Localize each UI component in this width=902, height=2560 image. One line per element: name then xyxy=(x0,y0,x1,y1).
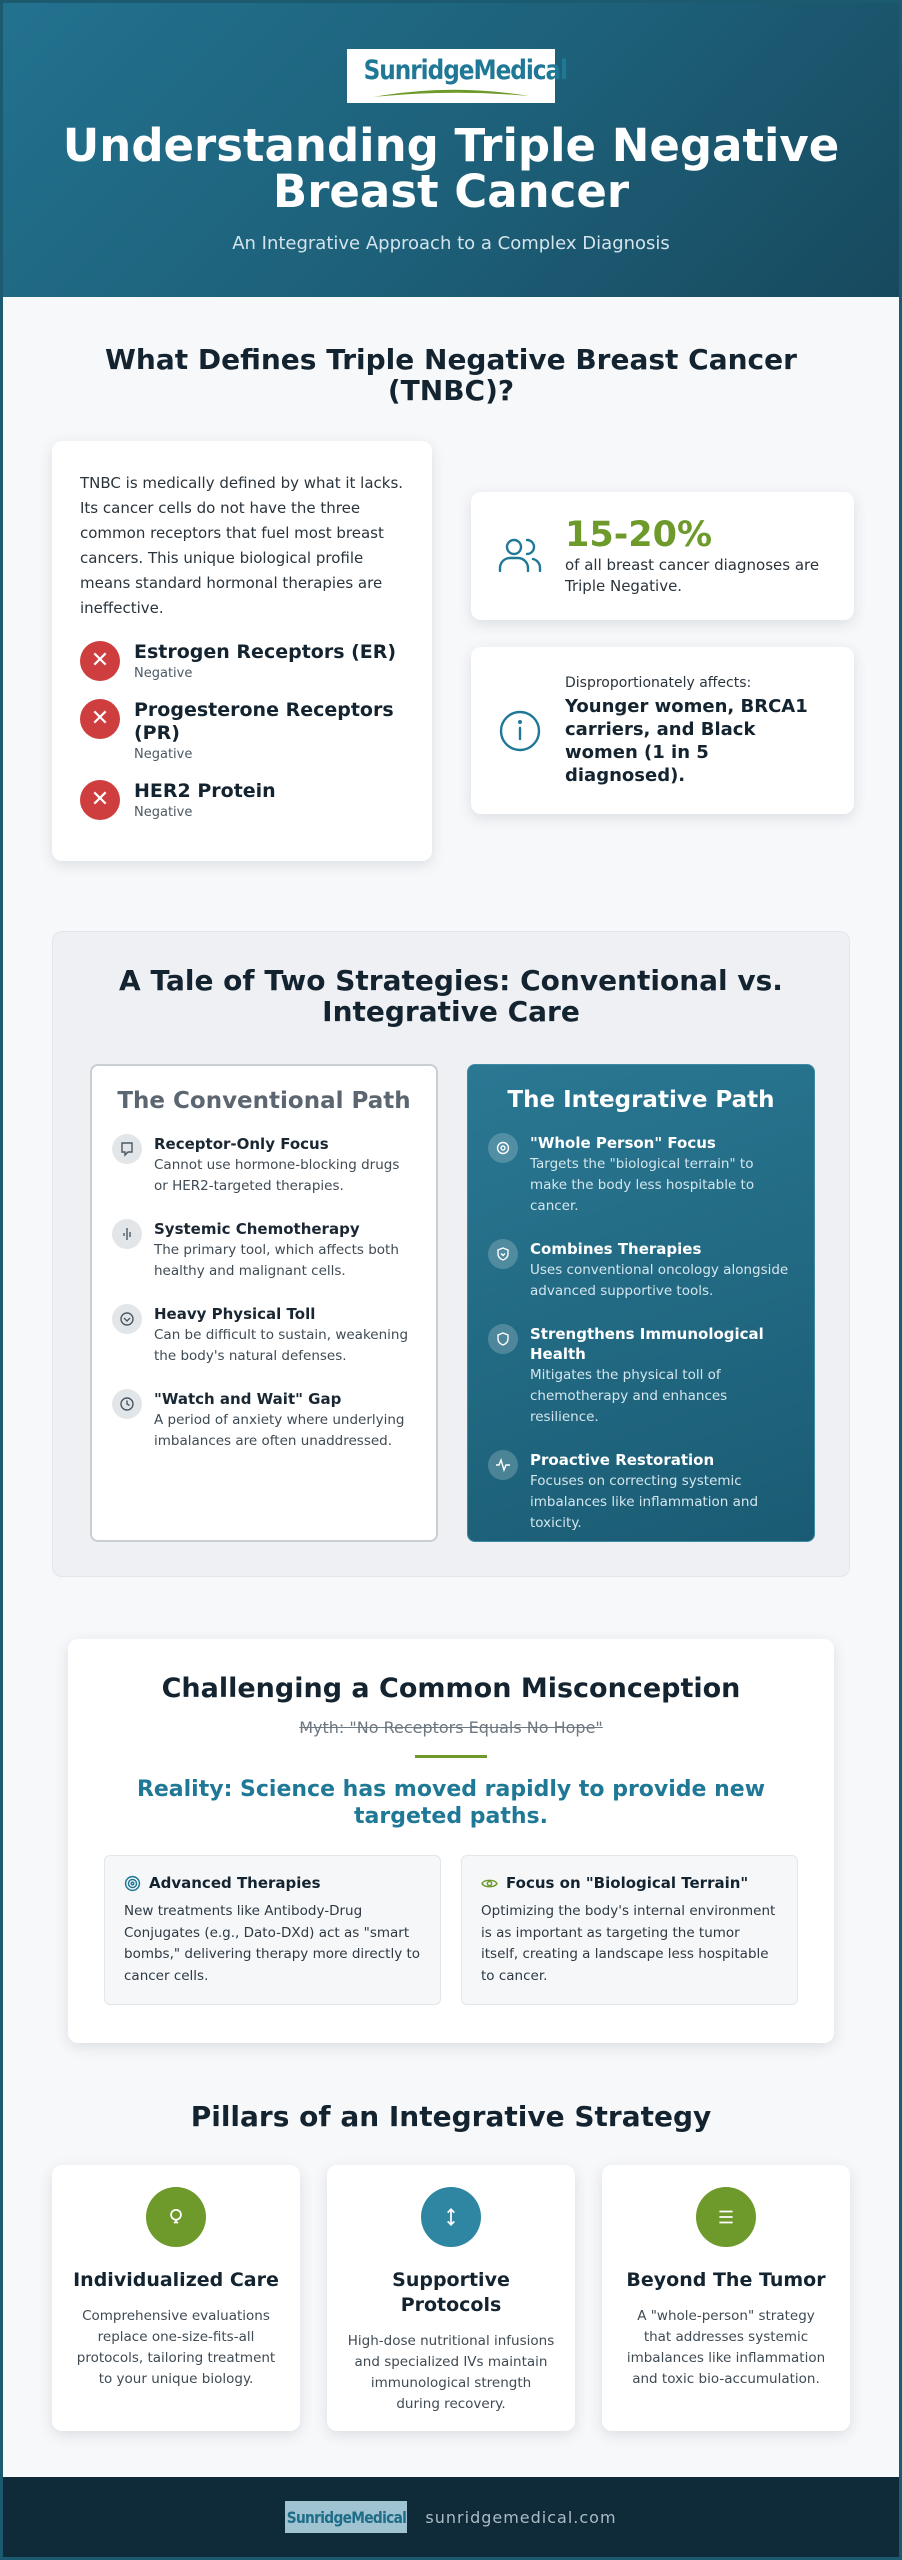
path-item-head: Heavy Physical Toll xyxy=(154,1305,316,1323)
definition-card xyxy=(52,441,432,861)
receptor-item xyxy=(80,699,404,762)
pillar-title: Individualized Care xyxy=(73,2269,279,2291)
message-icon xyxy=(112,1134,142,1164)
misconception-title: Challenging a Common Misconception xyxy=(161,1673,741,1704)
strategies-section xyxy=(52,931,850,1577)
path-item-body: Targets the "biological terrain" to make the body less hospitable to cancer. xyxy=(530,1156,755,1214)
pillar-card xyxy=(52,2165,300,2431)
path-item-head: Systemic Chemotherapy xyxy=(154,1220,360,1238)
path-item-body: Mitigates the physical toll of chemotherapy and enhances resilience. xyxy=(530,1367,728,1425)
path-item xyxy=(488,1450,794,1534)
receptor-name: HER2 Protein xyxy=(134,780,276,802)
syringe-icon xyxy=(112,1219,142,1249)
x-icon: ✕ xyxy=(80,641,120,681)
box-head-label: Focus on "Biological Terrain" xyxy=(506,1874,749,1892)
shield-heart-icon xyxy=(488,1239,518,1269)
page-subtitle: An Integrative Approach to a Complex Diagnosis xyxy=(232,233,670,254)
list-icon xyxy=(696,2187,756,2247)
logo-swoosh-icon xyxy=(371,87,531,99)
pillar-text: Comprehensive evaluations replace one-size-fits-all protocols, tailoring treatment to your unique biology. xyxy=(76,2308,276,2387)
stat-card xyxy=(471,492,854,620)
pillars-section xyxy=(52,2165,850,2431)
path-item-head: Proactive Restoration xyxy=(530,1451,715,1469)
reality-text: Reality: Science has moved rapidly to provide new targeted paths. xyxy=(136,1777,766,1829)
page-title: Understanding Triple Negative Breast Cancer xyxy=(62,119,840,218)
path-item xyxy=(112,1389,416,1452)
receptor-status: Negative xyxy=(134,805,193,820)
pillars-title: Pillars of an Integrative Strategy xyxy=(190,2100,712,2133)
users-icon xyxy=(495,531,545,581)
box-body: Optimizing the body's internal environment is as important as targeting the tumor itself, creating a landscape less hospitable to cancer. xyxy=(481,1903,776,1984)
misconception-boxes xyxy=(104,1855,798,2005)
footer-logo-text: SunridgeMedical xyxy=(286,2507,407,2527)
receptor-item xyxy=(80,780,404,820)
target-icon xyxy=(488,1133,518,1163)
box-head-label: Advanced Therapies xyxy=(149,1874,321,1892)
myth-text: Myth: "No Receptors Equals No Hope" xyxy=(299,1718,603,1737)
definition-intro: TNBC is medically defined by what it lacks. Its cancer cells do not have the three common receptors that fuel most breast cancers. This unique biological profile means standard hormonal therapies are ineffective. xyxy=(80,474,404,617)
pillar-text: High-dose nutritional infusions and specialized IVs maintain immunological strength during recovery. xyxy=(347,2333,555,2412)
path-item-body: A period of anxiety where underlying imbalances are often unaddressed. xyxy=(154,1412,405,1449)
receptor-name: Progesterone Receptors (PR) xyxy=(134,699,394,744)
conventional-path-title: The Conventional Path xyxy=(117,1088,411,1114)
logo-text: SunridgeMedical xyxy=(363,55,568,86)
path-item-head: "Watch and Wait" Gap xyxy=(154,1390,342,1408)
lightbulb-icon xyxy=(146,2187,206,2247)
stat-value: 15-20% xyxy=(565,515,713,555)
path-item xyxy=(112,1304,416,1367)
pillar-title: Beyond The Tumor xyxy=(626,2269,826,2291)
integrative-path-card xyxy=(467,1064,815,1542)
footer-website-link[interactable]: sunridgemedical.com xyxy=(425,2507,617,2527)
pillar-card xyxy=(327,2165,575,2431)
path-item-body: Can be difficult to sustain, weakening the body's natural defenses. xyxy=(154,1327,409,1364)
info-icon xyxy=(495,706,545,756)
path-item xyxy=(112,1219,416,1282)
shield-icon xyxy=(488,1324,518,1354)
path-item xyxy=(488,1133,794,1217)
path-item-body: The primary tool, which affects both healthy and malignant cells. xyxy=(154,1242,399,1279)
receptor-status: Negative xyxy=(134,666,193,681)
pillar-card xyxy=(602,2165,850,2431)
misconception-card xyxy=(68,1639,834,2043)
definition-section xyxy=(3,406,899,906)
footer xyxy=(3,2477,899,2557)
path-item xyxy=(112,1134,416,1197)
x-icon: ✕ xyxy=(80,699,120,739)
conventional-path-card xyxy=(90,1064,438,1542)
path-item xyxy=(488,1239,794,1302)
box-body: New treatments like Antibody-Drug Conjugates (e.g., Dato-DXd) act as "smart bombs," delivering therapy more directly to cancer cells. xyxy=(124,1903,421,1984)
advanced-therapies-box xyxy=(104,1855,441,2005)
path-item xyxy=(488,1324,794,1428)
arrows-vertical-icon xyxy=(421,2187,481,2247)
affects-card xyxy=(471,647,854,814)
affects-lead: Disproportionately affects: xyxy=(565,674,752,691)
receptor-item xyxy=(80,641,404,681)
path-item-body: Focuses on correcting systemic imbalances like inflammation and toxicity. xyxy=(530,1473,759,1531)
receptor-name: Estrogen Receptors (ER) xyxy=(134,641,397,663)
box-head xyxy=(124,1874,421,1892)
pulse-icon xyxy=(488,1450,518,1480)
eye-icon xyxy=(481,1875,498,1892)
path-item-head: Combines Therapies xyxy=(530,1240,702,1258)
hero-header xyxy=(3,3,899,297)
path-item-body: Uses conventional oncology alongside advanced supportive tools. xyxy=(530,1262,789,1299)
affects-text: Younger women, BRCA1 carriers, and Black women (1 in 5 diagnosed). xyxy=(565,695,808,786)
receptor-status: Negative xyxy=(134,747,193,762)
x-icon: ✕ xyxy=(80,780,120,820)
clock-icon xyxy=(112,1389,142,1419)
path-item-head: Strengthens Immunological Health xyxy=(530,1325,764,1363)
integrative-path-title: The Integrative Path xyxy=(507,1087,775,1113)
footer-logo xyxy=(285,2501,407,2533)
stat-label: of all breast cancer diagnoses are Triple Negative. xyxy=(565,556,820,595)
divider xyxy=(415,1755,487,1758)
path-item-body: Cannot use hormone-blocking drugs or HER2-targeted therapies. xyxy=(154,1157,400,1194)
box-head xyxy=(481,1874,778,1892)
definition-title: What Defines Triple Negative Breast Cancer (TNBC)? xyxy=(105,343,797,407)
path-item-head: Receptor-Only Focus xyxy=(154,1135,329,1153)
brand-logo xyxy=(347,49,568,103)
target-icon xyxy=(124,1875,141,1892)
pillar-title: Supportive Protocols xyxy=(392,2269,510,2316)
minus-circle-icon xyxy=(112,1304,142,1334)
pillar-text: A "whole-person" strategy that addresses systemic imbalances like inflammation and toxic bio-accumulation. xyxy=(626,2308,826,2387)
strategies-title: A Tale of Two Strategies: Conventional vs. Integrative Care xyxy=(119,964,783,1028)
biological-terrain-box xyxy=(461,1855,798,2005)
path-item-head: "Whole Person" Focus xyxy=(530,1134,716,1152)
